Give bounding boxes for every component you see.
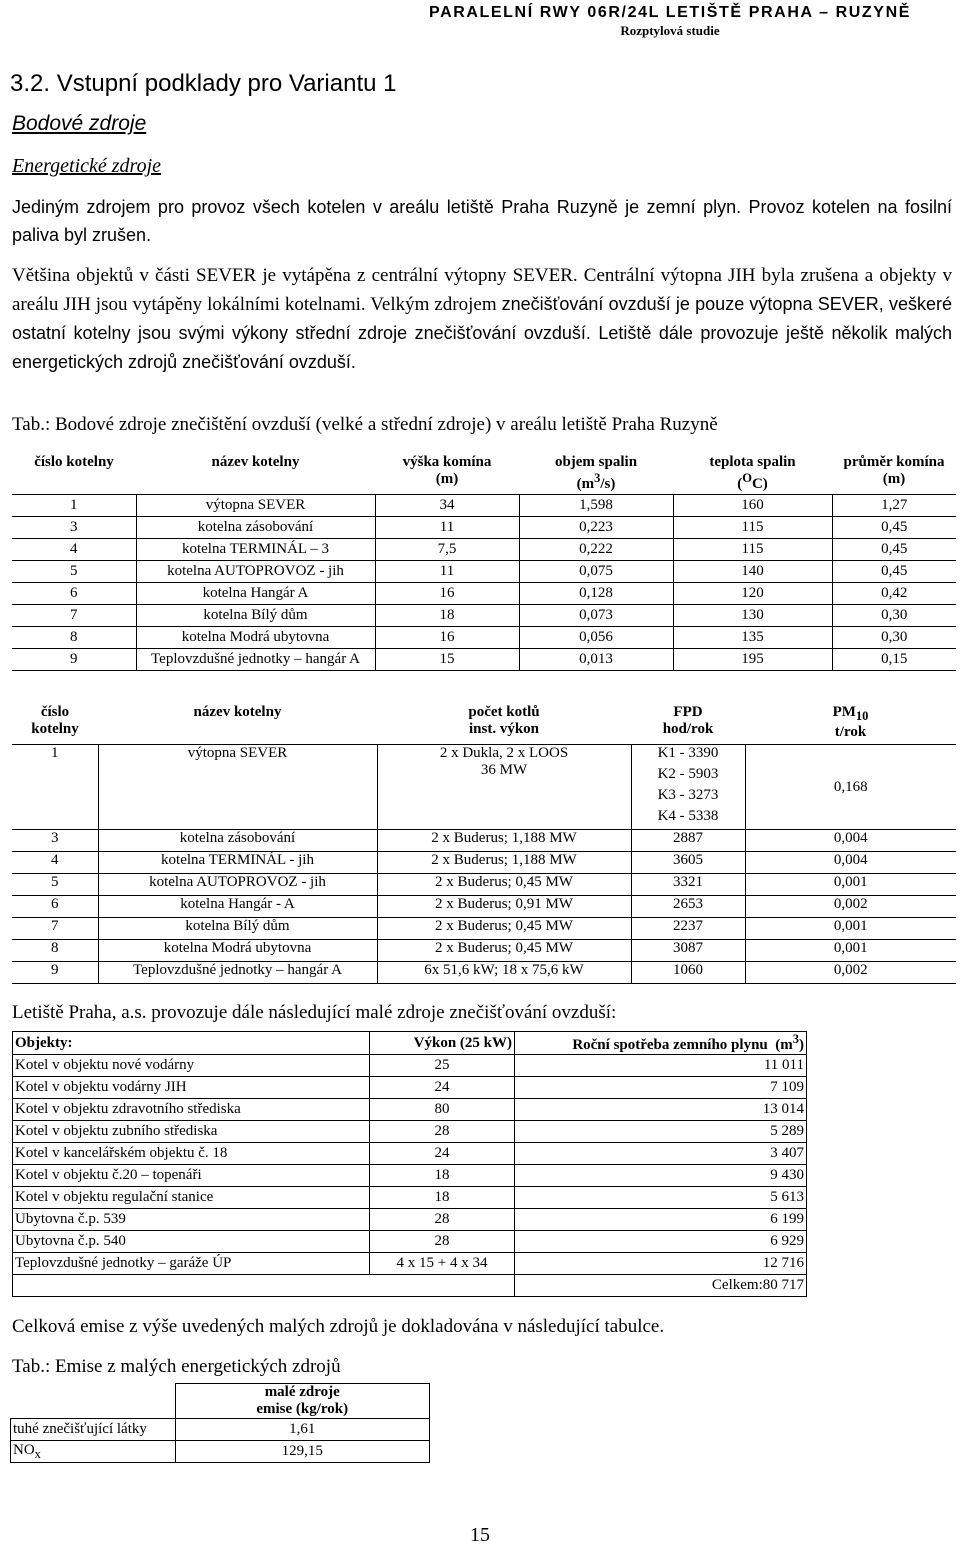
object-name: Ubytovna č.p. 539 bbox=[13, 1209, 370, 1231]
object-name: Kotel v objektu zdravotního střediska bbox=[13, 1099, 370, 1121]
fpd-value: 2653 bbox=[631, 896, 745, 918]
power-value: 18 bbox=[370, 1165, 515, 1187]
table-boilers bbox=[12, 704, 956, 984]
pollutant-name: tuhé znečišťující látky bbox=[11, 1419, 176, 1441]
flue-gas-temperature: 115 bbox=[673, 517, 832, 539]
chimney-height: 16 bbox=[375, 583, 519, 605]
chimney-height: 11 bbox=[375, 517, 519, 539]
boiler-name: kotelna Bílý dům bbox=[98, 918, 377, 940]
boiler-name: Teplovzdušné jednotky – hangár A bbox=[98, 962, 377, 984]
boiler-count: 6x 51,6 kW; 18 x 75,6 kW bbox=[377, 962, 631, 984]
boiler-number: 7 bbox=[12, 605, 136, 627]
total-empty bbox=[370, 1275, 515, 1297]
object-name: Kotel v objektu č.20 – topenáři bbox=[13, 1165, 370, 1187]
table-row bbox=[12, 830, 956, 852]
paragraph-heating-part2: znečišťování ovzduší je pouze výtopna SEVER, veškeré ostatní kotelny jsou svými výkony střední zdroje znečišťování ovzduší. Letiště dále provozuje ještě několik malých energetických zdrojů znečišťování ovzduší. bbox=[12, 294, 952, 372]
table-row bbox=[12, 495, 956, 517]
page-number: 15 bbox=[470, 1524, 490, 1546]
flue-gas-volume: 0,056 bbox=[519, 627, 673, 649]
fpd-value: 2887 bbox=[631, 830, 745, 852]
flue-gas-temperature: 160 bbox=[673, 495, 832, 517]
boiler-number: 3 bbox=[12, 830, 98, 852]
boiler-name: kotelna TERMINÁL – 3 bbox=[136, 539, 375, 561]
heading-energy-sources: Energetické zdroje bbox=[12, 155, 162, 177]
boiler-number: 1 bbox=[12, 745, 98, 830]
object-name: Kotel v kancelářském objektu č. 18 bbox=[13, 1143, 370, 1165]
boiler-name: kotelna TERMINÁL - jih bbox=[98, 852, 377, 874]
power-value: 28 bbox=[370, 1121, 515, 1143]
col-header: Výkon (25 kW) bbox=[370, 1032, 515, 1055]
table-row bbox=[13, 1187, 807, 1209]
table-row bbox=[13, 1231, 807, 1253]
paragraph-heating-part1: Většina objektů v části SEVER je vytápěna z centrální výtopny SEVER. Centrální výtopna JIH byla zrušena a objekty v areálu JIH jsou vytápěny lokálními kotelnami. Velkým zdrojem bbox=[12, 265, 952, 315]
table-row bbox=[12, 583, 956, 605]
table-header-row bbox=[12, 704, 956, 745]
pm10-value: 0,168 bbox=[745, 745, 956, 830]
table-row bbox=[12, 745, 956, 767]
power-value: 24 bbox=[370, 1143, 515, 1165]
table-header-row bbox=[12, 452, 956, 495]
object-name: Kotel v objektu regulační stanice bbox=[13, 1187, 370, 1209]
boiler-number: 6 bbox=[12, 896, 98, 918]
table-row bbox=[13, 1077, 807, 1099]
pm10-value: 0,001 bbox=[745, 918, 956, 940]
col-header: název kotelny bbox=[98, 704, 377, 745]
boiler-name: kotelna zásobování bbox=[98, 830, 377, 852]
col-header: teplota spalin ($^O$C) bbox=[673, 452, 832, 495]
fpd-value: 3321 bbox=[631, 874, 745, 896]
table-row bbox=[12, 852, 956, 874]
table-row bbox=[13, 1165, 807, 1187]
object-name: Kotel v objektu vodárny JIH bbox=[13, 1077, 370, 1099]
section-title: 3.2. Vstupní podklady pro Variantu 1 bbox=[10, 70, 397, 97]
boiler-name: kotelna Modrá ubytovna bbox=[136, 627, 375, 649]
flue-gas-temperature: 135 bbox=[673, 627, 832, 649]
pm10-value: 0,002 bbox=[745, 962, 956, 984]
flue-gas-temperature: 120 bbox=[673, 583, 832, 605]
chimney-diameter: 0,30 bbox=[832, 605, 956, 627]
boiler-name: kotelna Hangár A bbox=[136, 583, 375, 605]
installed-power: 36 MW bbox=[480, 762, 528, 778]
chimney-height: 16 bbox=[375, 627, 519, 649]
gas-consumption: 13 014 bbox=[515, 1099, 807, 1121]
boiler-number: 4 bbox=[12, 852, 98, 874]
boiler-count: 2 x Buderus; 0,45 MW bbox=[377, 874, 631, 896]
flue-gas-volume: 1,598 bbox=[519, 495, 673, 517]
boiler-count bbox=[377, 745, 631, 830]
power-value: 28 bbox=[370, 1231, 515, 1253]
total-row bbox=[13, 1275, 807, 1297]
fpd-value: K2 - 5903 bbox=[631, 766, 745, 787]
paragraph-total-emission: Celková emise z výše uvedených malých zdrojů je dokladována v následující tabulce. bbox=[12, 1316, 665, 1337]
flue-gas-volume: 0,223 bbox=[519, 517, 673, 539]
chimney-diameter: 0,42 bbox=[832, 583, 956, 605]
table-row bbox=[12, 874, 956, 896]
object-name: Kotel v objektu zubního střediska bbox=[13, 1121, 370, 1143]
boiler-number: 8 bbox=[12, 940, 98, 962]
pollutant-name: $NO_x$ bbox=[11, 1441, 176, 1463]
boiler-name: výtopna SEVER bbox=[136, 495, 375, 517]
table-row bbox=[12, 627, 956, 649]
col-header: $PM_{10}$ t/rok bbox=[745, 704, 956, 745]
power-value: 80 bbox=[370, 1099, 515, 1121]
pm10-value: 0,001 bbox=[745, 940, 956, 962]
gas-consumption: 7 109 bbox=[515, 1077, 807, 1099]
paragraph-gas-only: Jediným zdrojem pro provoz všech kotelen v areálu letiště Praha Ruzyně je zemní plyn. Provoz kotelen na fosilní paliva byl zrušen. bbox=[12, 197, 952, 245]
boiler-number: 9 bbox=[12, 649, 136, 671]
table-row bbox=[12, 539, 956, 561]
flue-gas-temperature: 195 bbox=[673, 649, 832, 671]
pm10-value: 0,004 bbox=[745, 830, 956, 852]
col-header: průměr komína (m) bbox=[832, 452, 956, 495]
fpd-value: 1060 bbox=[631, 962, 745, 984]
table-row bbox=[12, 605, 956, 627]
power-value: 28 bbox=[370, 1209, 515, 1231]
boiler-number: 8 bbox=[12, 627, 136, 649]
caption-table4: Tab.: Emise z malých energetických zdrojů bbox=[12, 1356, 341, 1377]
power-value: 4 x 15 + 4 x 34 bbox=[370, 1253, 515, 1275]
gas-consumption: 3 407 bbox=[515, 1143, 807, 1165]
chimney-diameter: 0,45 bbox=[832, 539, 956, 561]
flue-gas-temperature: 140 bbox=[673, 561, 832, 583]
boiler-count: 2 x Buderus; 0,91 MW bbox=[377, 896, 631, 918]
table-row bbox=[12, 561, 956, 583]
flue-gas-volume: 0,073 bbox=[519, 605, 673, 627]
col-header: počet kotlů inst. výkon bbox=[377, 704, 631, 745]
header-title: PARALELNÍ RWY 06R/24L LETIŠTĚ PRAHA – RUZYNĚ bbox=[428, 4, 912, 21]
paragraph-heating bbox=[12, 261, 952, 377]
table-row bbox=[12, 918, 956, 940]
table-row bbox=[12, 649, 956, 671]
boiler-name: kotelna zásobování bbox=[136, 517, 375, 539]
boiler-number: 7 bbox=[12, 918, 98, 940]
gas-consumption: 11 011 bbox=[515, 1055, 807, 1077]
boiler-number: 3 bbox=[12, 517, 136, 539]
table-row bbox=[13, 1253, 807, 1275]
table-row bbox=[13, 1209, 807, 1231]
gas-consumption: 5 289 bbox=[515, 1121, 807, 1143]
chimney-diameter: 0,30 bbox=[832, 627, 956, 649]
caption-table1: Tab.: Bodové zdroje znečištění ovzduší (velké a střední zdroje) v areálu letiště Praha Ruzyně bbox=[12, 414, 718, 435]
boiler-count: 2 x Buderus; 1,188 MW bbox=[377, 830, 631, 852]
pm10-value: 0,004 bbox=[745, 852, 956, 874]
col-header-empty bbox=[11, 1384, 176, 1419]
boiler-count: 2 x Buderus; 0,45 MW bbox=[377, 940, 631, 962]
fpd-value: 2237 bbox=[631, 918, 745, 940]
chimney-height: 34 bbox=[375, 495, 519, 517]
fpd-value: 3605 bbox=[631, 852, 745, 874]
object-name: Ubytovna č.p. 540 bbox=[13, 1231, 370, 1253]
table-header-row bbox=[11, 1384, 430, 1419]
flue-gas-volume: 0,128 bbox=[519, 583, 673, 605]
boiler-number: 5 bbox=[12, 874, 98, 896]
power-value: 24 bbox=[370, 1077, 515, 1099]
col-header: číslo kotelny bbox=[12, 452, 136, 495]
table-row bbox=[13, 1143, 807, 1165]
power-value: 25 bbox=[370, 1055, 515, 1077]
table-row bbox=[13, 1121, 807, 1143]
boiler-count: 2 x Buderus; 0,45 MW bbox=[377, 918, 631, 940]
table-row bbox=[12, 896, 956, 918]
boiler-number: 5 bbox=[12, 561, 136, 583]
chimney-diameter: 1,27 bbox=[832, 495, 956, 517]
total-empty bbox=[13, 1275, 370, 1297]
chimney-height: 11 bbox=[375, 561, 519, 583]
boiler-name: kotelna AUTOPROVOZ - jih bbox=[136, 561, 375, 583]
table-row bbox=[12, 517, 956, 539]
chimney-height: 18 bbox=[375, 605, 519, 627]
flue-gas-volume: 0,013 bbox=[519, 649, 673, 671]
flue-gas-temperature: 115 bbox=[673, 539, 832, 561]
col-header: Objekty: bbox=[13, 1032, 370, 1055]
table-point-sources bbox=[12, 452, 956, 671]
header-subtitle: Rozptylová studie bbox=[620, 23, 720, 38]
col-header: název kotelny bbox=[136, 452, 375, 495]
col-header: číslo kotelny bbox=[12, 704, 98, 745]
table-row bbox=[13, 1099, 807, 1121]
boiler-name: kotelna AUTOPROVOZ - jih bbox=[98, 874, 377, 896]
boiler-types: 2 x Dukla, 2 x LOOS bbox=[439, 745, 569, 761]
boiler-number: 4 bbox=[12, 539, 136, 561]
pm10-value: 0,001 bbox=[745, 874, 956, 896]
chimney-height: 15 bbox=[375, 649, 519, 671]
table-small-sources bbox=[12, 1031, 807, 1297]
boiler-name: výtopna SEVER bbox=[98, 745, 377, 830]
col-header: výška komína (m) bbox=[375, 452, 519, 495]
table-row bbox=[11, 1419, 430, 1441]
object-name: Kotel v objektu nové vodárny bbox=[13, 1055, 370, 1077]
total-consumption: Celkem:80 717 bbox=[515, 1275, 807, 1297]
heading-point-sources: Bodové zdroje bbox=[12, 112, 147, 135]
col-header: objem spalin $(m^3/s)$ bbox=[519, 452, 673, 495]
boiler-name: kotelna Hangár - A bbox=[98, 896, 377, 918]
table-row bbox=[12, 940, 956, 962]
fpd-value: 3087 bbox=[631, 940, 745, 962]
table-header-row bbox=[13, 1032, 807, 1055]
fpd-value: K1 - 3390 bbox=[631, 745, 745, 767]
col-header: FPD hod/rok bbox=[631, 704, 745, 745]
pm10-value: 0,002 bbox=[745, 896, 956, 918]
col-header-emissions: malé zdroje emise (kg/rok) bbox=[175, 1384, 430, 1419]
gas-consumption: 9 430 bbox=[515, 1165, 807, 1187]
boiler-name: kotelna Modrá ubytovna bbox=[98, 940, 377, 962]
gas-consumption: 12 716 bbox=[515, 1253, 807, 1275]
col-header: Roční spotřeba zemního plynu $(m^3)$ bbox=[515, 1032, 807, 1055]
table-row bbox=[11, 1441, 430, 1463]
boiler-name: Teplovzdušné jednotky – hangár A bbox=[136, 649, 375, 671]
fpd-value: K4 - 5338 bbox=[631, 808, 745, 830]
boiler-number: 6 bbox=[12, 583, 136, 605]
boiler-name: kotelna Bílý dům bbox=[136, 605, 375, 627]
table-emissions bbox=[10, 1383, 430, 1463]
gas-consumption: 5 613 bbox=[515, 1187, 807, 1209]
flue-gas-temperature: 130 bbox=[673, 605, 832, 627]
page-header bbox=[390, 4, 950, 39]
gas-consumption: 6 199 bbox=[515, 1209, 807, 1231]
boiler-number: 1 bbox=[12, 495, 136, 517]
power-value: 18 bbox=[370, 1187, 515, 1209]
boiler-number: 9 bbox=[12, 962, 98, 984]
fpd-value: K3 - 3273 bbox=[631, 787, 745, 808]
table-row bbox=[13, 1055, 807, 1077]
flue-gas-volume: 0,075 bbox=[519, 561, 673, 583]
chimney-height: 7,5 bbox=[375, 539, 519, 561]
chimney-diameter: 0,15 bbox=[832, 649, 956, 671]
object-name: Teplovzdušné jednotky – garáže ÚP bbox=[13, 1253, 370, 1275]
flue-gas-volume: 0,222 bbox=[519, 539, 673, 561]
emission-value: 1,61 bbox=[175, 1419, 430, 1441]
paragraph-small-sources: Letiště Praha, a.s. provozuje dále následující malé zdroje znečišťování ovzduší: bbox=[12, 1002, 617, 1023]
gas-consumption: 6 929 bbox=[515, 1231, 807, 1253]
table-row bbox=[12, 962, 956, 984]
chimney-diameter: 0,45 bbox=[832, 561, 956, 583]
boiler-count: 2 x Buderus; 1,188 MW bbox=[377, 852, 631, 874]
emission-value: 129,15 bbox=[175, 1441, 430, 1463]
chimney-diameter: 0,45 bbox=[832, 517, 956, 539]
